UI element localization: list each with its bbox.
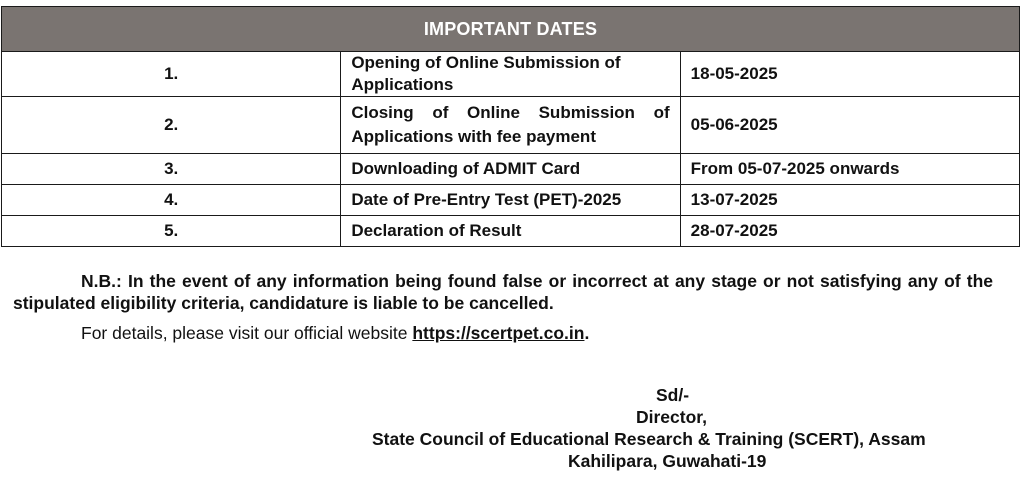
nb-note: N.B.: In the event of any information being found false or incorrect at any stage or not satisfying any of the stipulated eligibility criteria, candidature is liable to be cancelled.: [13, 271, 993, 313]
event-name: Closing of Online Submission of Applications with fee payment: [341, 97, 680, 154]
event-date: From 05-07-2025 onwards: [680, 154, 1019, 185]
table-row: [2, 185, 1020, 216]
table-title: IMPORTANT DATES: [2, 7, 1020, 52]
table-row: [2, 52, 1020, 97]
event-date: 13-07-2025: [680, 185, 1019, 216]
table-row: [2, 97, 1020, 154]
details-line: [81, 322, 589, 344]
event-date: 18-05-2025: [680, 52, 1019, 97]
event-name: Downloading of ADMIT Card: [341, 154, 680, 185]
row-number: 1.: [2, 52, 341, 97]
row-number: 2.: [2, 97, 341, 154]
event-date: 28-07-2025: [680, 216, 1019, 247]
event-name: Opening of Online Submission of Applications: [341, 52, 680, 97]
organization-address: Kahilipara, Guwahati-19: [568, 451, 767, 471]
table-header-row: [2, 7, 1020, 52]
event-date: 05-06-2025: [680, 97, 1019, 154]
row-number: 4.: [2, 185, 341, 216]
details-prefix: For details, please visit our official website: [81, 323, 413, 343]
table-row: [2, 216, 1020, 247]
signature-sd: Sd/-: [656, 385, 690, 405]
details-suffix: .: [584, 323, 590, 343]
organization-name: State Council of Educational Research & Training (SCERT), Assam: [372, 429, 926, 449]
signatory-title: Director,: [636, 407, 707, 427]
row-number: 5.: [2, 216, 341, 247]
event-name: Date of Pre-Entry Test (PET)-2025: [341, 185, 680, 216]
website-link[interactable]: https://scertpet.co.in: [412, 323, 585, 343]
event-name: Declaration of Result: [341, 216, 680, 247]
signature-block: [372, 384, 982, 472]
important-dates-table: [1, 6, 1020, 247]
row-number: 3.: [2, 154, 341, 185]
table-row: [2, 154, 1020, 185]
